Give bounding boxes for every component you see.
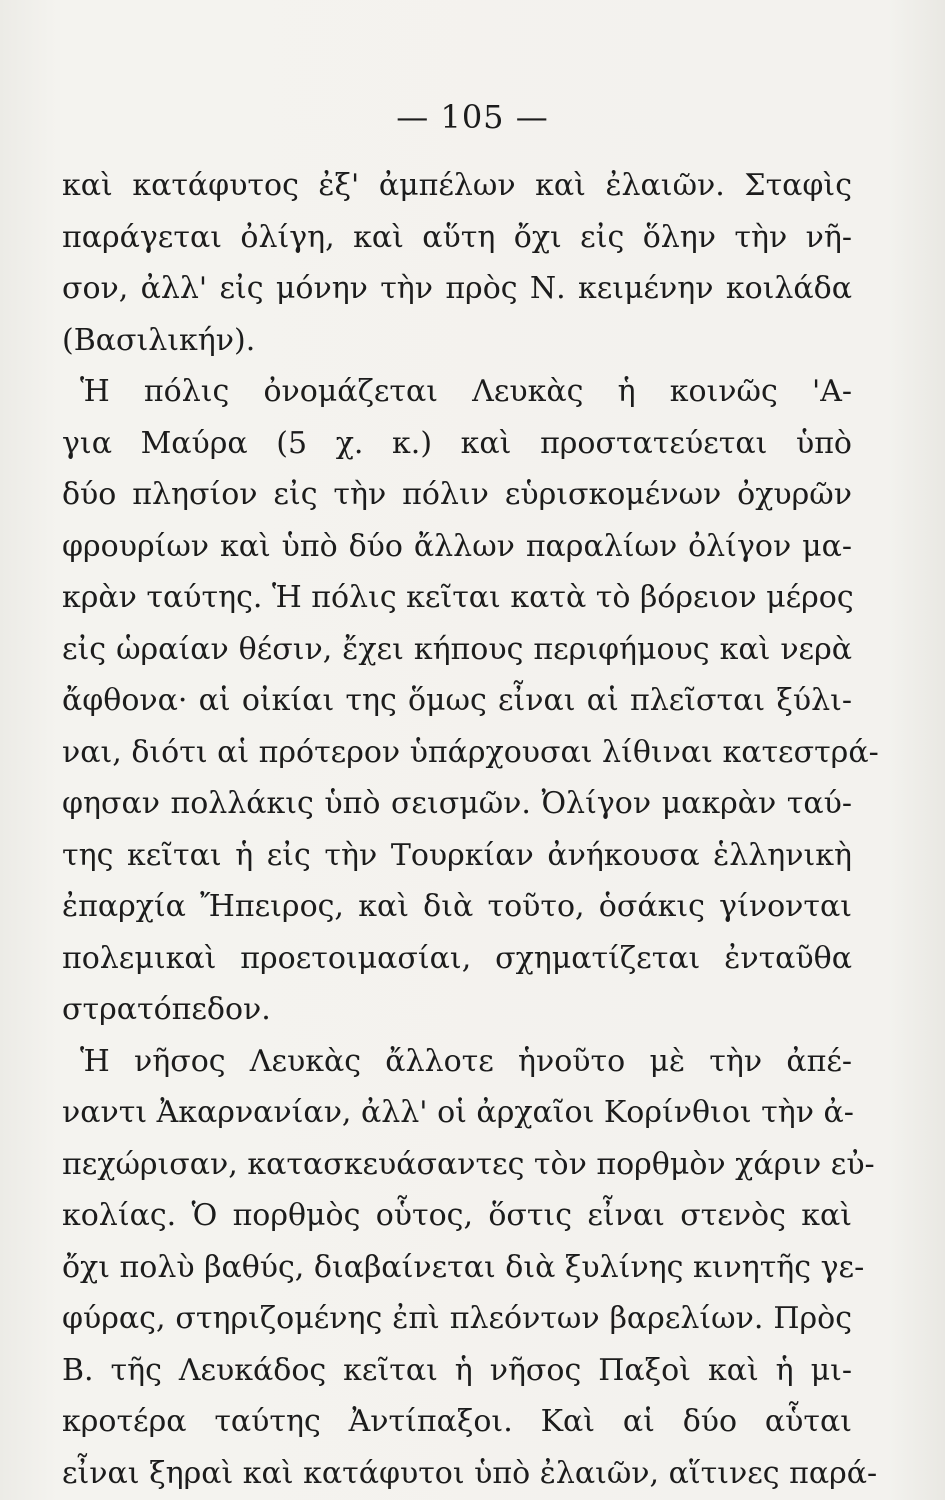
text-line: της κεῖται ἡ εἰς τὴν Τουρκίαν ἀνήκουσα ἑλληνικὴ [62,837,852,873]
text-line: ναντι Ἀκαρνανίαν, ἀλλ' οἱ ἀρχαῖοι Κορίνθιοι τὴν ἀ- [62,1095,854,1130]
text-line: εἰς ὡραίαν θέσιν, ἔχει κήπους περιφήμους καὶ νερὰ [62,631,852,667]
text-line: φρουρίων καὶ ὑπὸ δύο ἄλλων παραλίων ὀλίγον μα- [62,528,852,564]
text-line: παράγεται ὀλίγη, καὶ αὕτη ὄχι εἰς ὅλην τὴν νῆ- [62,219,852,255]
text-line: Β. τῆς Λευκάδος κεῖται ἡ νῆσος Παξοὶ καὶ ἡ μι- [62,1352,852,1388]
text-line: κροτέρα ταύτης Ἀντίπαξοι. Καὶ αἱ δύο αὗται [62,1404,852,1439]
text-line: εἶναι ξηραὶ καὶ κατάφυτοι ὑπὸ ἐλαιῶν, αἵτινες παρά- [62,1455,878,1491]
text-line: Ἡ πόλις ὀνομάζεται Λευκὰς ἡ κοινῶς 'Α- [80,374,852,409]
text-line: για Μαύρα (5 χ. κ.) καὶ προστατεύεται ὑπὸ [62,425,852,461]
text-line: στρατόπεδον. [62,992,271,1027]
text-line: ἐπαρχία Ἤπειρος, καὶ διὰ τοῦτο, ὁσάκις γίνονται [62,889,852,924]
text-line: φησαν πολλάκις ὑπὸ σεισμῶν. Ὀλίγον μακρὰν ταύ- [62,786,852,821]
text-line: Ἡ νῆσος Λευκὰς ἄλλοτε ἡνοῦτο μὲ τὴν ἀπέ- [80,1043,852,1079]
text-line: πολεμικαὶ προετοιμασίαι, σχηματίζεται ἐνταῦθα [62,940,852,976]
text-line: ὄχι πολὺ βαθύς, διαβαίνεται διὰ ξυλίνης κινητῆς γε- [62,1249,865,1285]
text-line: ναι, διότι αἱ πρότερον ὑπάρχουσαι λίθιναι κατεστρά- [62,734,879,770]
text-line: δύο πλησίον εἰς τὴν πόλιν εὑρισκομένων ὀχυρῶν [62,477,852,512]
text-line: κολίας. Ὁ πορθμὸς οὗτος, ὅστις εἶναι στενὸς καὶ [62,1198,852,1233]
text-line: κρὰν ταύτης. Ἡ πόλις κεῖται κατὰ τὸ βόρειον μέρος [62,580,854,615]
text-line: φύρας, στηριζομένης ἐπὶ πλεόντων βαρελίων. Πρὸς [62,1301,852,1336]
text-line: σον, ἀλλ' εἰς μόνην τὴν πρὸς Ν. κειμένην κοιλάδα [62,271,852,306]
text-line: καὶ κατάφυτος ἐξ' ἀμπέλων καὶ ἐλαιῶν. Σταφὶς [62,168,852,203]
text-line: ἄφθονα· αἱ οἰκίαι της ὅμως εἶναι αἱ πλεῖσται ξύλι- [62,683,852,718]
text-line: (Βασιλικήν). [62,322,256,358]
page-number: — 105 — [396,98,549,136]
text-line: πεχώρισαν, κατασκευάσαντες τὸν πορθμὸν χάριν εὐ- [62,1146,875,1182]
page-body-text [62,160,879,1499]
